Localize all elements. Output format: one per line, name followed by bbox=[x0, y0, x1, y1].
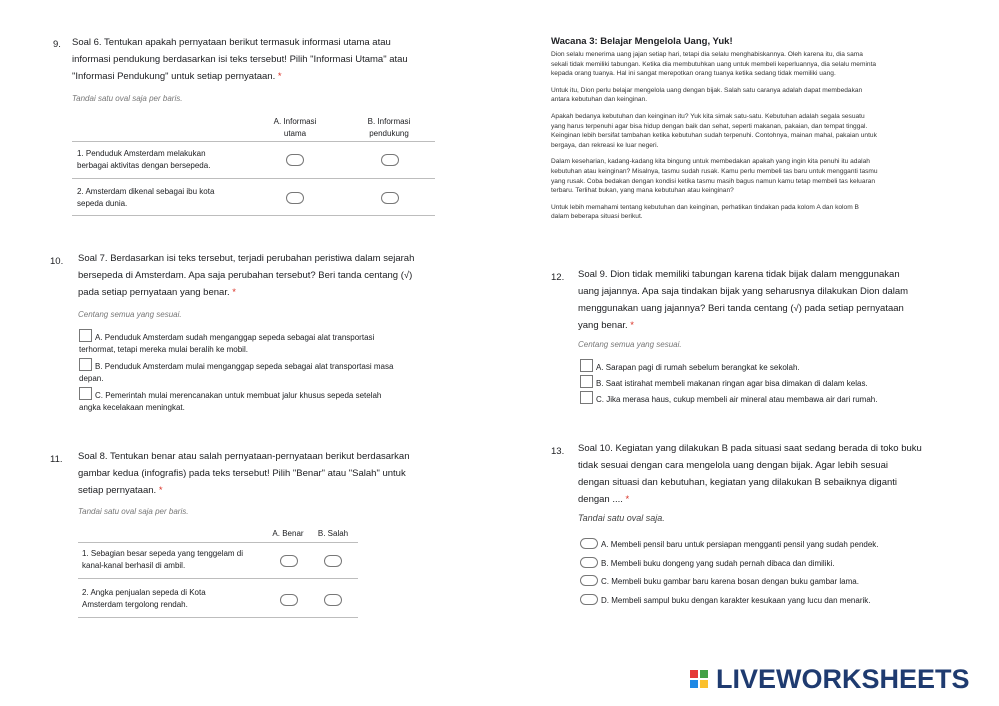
q12-option-a[interactable] bbox=[580, 359, 800, 374]
q13-option-b[interactable] bbox=[580, 557, 834, 570]
liveworksheets-logo-mark bbox=[690, 667, 712, 693]
q12-hint: Centang semua yang sesuai. bbox=[578, 340, 682, 349]
q9-line-2: informasi pendukung berdasarkan isi teks tersebut! Pilih "Informasi Utama" atau bbox=[72, 54, 408, 65]
q10-number: 10. bbox=[50, 256, 64, 267]
q12-option-c-label: C. Jika merasa haus, cukup membeli air mineral atau membawa air dari rumah. bbox=[596, 395, 878, 404]
reading-p4-line3: yang rusak. Coba bedakan dengan kondisi ketika tasmu masih bagus namun kamu tetap membeli tas keluaran bbox=[551, 177, 876, 185]
liveworksheets-logo: LIVEWORKSHEETS bbox=[716, 664, 970, 694]
q11-line-1: Soal 8. Tentukan benar atau salah pernyataan-pernyataan berikut berdasarkan bbox=[78, 451, 410, 462]
reading-p1-line1: Dion selalu menerima uang jajan setiap hari, tetapi dia selalu menghabiskannya. Oleh karena itu, dia sama bbox=[551, 51, 863, 58]
q12-line-3: menggunakan uang jajannya? Beri tanda centang (√) pada setiap pernyataan bbox=[578, 303, 904, 314]
q10-line-1: Soal 7. Berdasarkan isi teks tersebut, terjadi perubahan peristiwa dalam sejarah bbox=[78, 253, 415, 264]
q9-hint: Tandai satu oval saja per baris. bbox=[72, 94, 183, 103]
q11-col-b-header: B. Salah bbox=[317, 529, 349, 538]
q13-option-b-radio[interactable] bbox=[580, 557, 598, 568]
q11-row-1-salah-radio[interactable] bbox=[324, 555, 342, 567]
reading-p1-line2: sekali tidak memiliki tabungan. Ketika dia membutuhkan uang untuk membeli keperluannya, dia selalu meminta bbox=[551, 60, 877, 68]
q9-row-2-line2: sepeda dunia. bbox=[77, 199, 128, 208]
q13-line-1: Soal 10. Kegiatan yang dilakukan B pada situasi saat sedang berada di toko buku bbox=[578, 443, 922, 454]
q10-line-3: pada setiap pernyataan yang benar. bbox=[78, 287, 230, 298]
q12-line-1: Soal 9. Dion tidak memiliki tabungan karena tidak bijak dalam menggunakan bbox=[578, 269, 900, 280]
logo-tile-blue bbox=[690, 680, 698, 688]
reading-p3-line3: Keinginan lebih bersifat tambahan ketika kebutuhan sudah terpenuhi. Contohnya, mainan mahal, pakaian untuk bbox=[551, 132, 877, 140]
reading-passage bbox=[551, 50, 951, 229]
q9-line-3: "Informasi Pendukung" untuk setiap pernyataan. bbox=[72, 71, 276, 82]
q13-question bbox=[578, 440, 968, 508]
q13-option-a[interactable] bbox=[580, 538, 879, 551]
q9-number: 9. bbox=[53, 39, 61, 50]
q9-col-b-line1: B. Informasi bbox=[367, 117, 411, 126]
q12-option-b-label: B. Saat istirahat membeli makanan ringan agar bisa dimakan di dalam kelas. bbox=[596, 379, 868, 388]
required-asterisk: * bbox=[158, 485, 163, 496]
q9-col-a-line2: utama bbox=[283, 129, 307, 138]
logo-tile-green bbox=[700, 670, 708, 678]
reading-paragraph-3 bbox=[551, 112, 951, 150]
reading-p5-line2: dalam beberapa situasi berikut. bbox=[551, 213, 643, 221]
logo-tile-yellow bbox=[700, 680, 708, 688]
reading-paragraph-4 bbox=[551, 157, 951, 195]
reading-paragraph-1 bbox=[551, 50, 951, 79]
reading-p3-line2: yang harus terpenuhi agar bisa hidup dengan baik dan sehat, seperti makanan, pakaian, dan tempat tinggal. bbox=[551, 122, 868, 130]
q12-line-4: yang benar. bbox=[578, 320, 628, 331]
q12-line-2: uang jajannya. Apa saja tindakan bijak yang seharusnya dilakukan Dion dalam bbox=[578, 286, 909, 297]
q10-option-b[interactable] bbox=[79, 358, 439, 385]
q11-row-1-label bbox=[82, 548, 243, 572]
q11-row-2-benar-radio[interactable] bbox=[280, 594, 298, 606]
q10-option-a-checkbox[interactable] bbox=[79, 329, 92, 342]
q10-question bbox=[78, 250, 458, 301]
q11-row-1-benar-radio[interactable] bbox=[280, 555, 298, 567]
q12-number: 12. bbox=[551, 272, 565, 283]
reading-p3-line1: Apakah bedanya kebutuhan dan keinginan itu? Yuk kita simak satu-satu. Kebutuhan adalah segala sesuatu bbox=[551, 112, 865, 120]
reading-p4-line4: terbaru. Terlihat bukan, yang mana kebutuhan atau keinginan? bbox=[551, 187, 734, 195]
q11-col-a-header: A. Benar bbox=[272, 529, 304, 538]
divider bbox=[72, 215, 435, 216]
reading-p4-line1: Dalam keseharian, kadang-kadang kita bingung untuk membedakan apakah yang ingin kita penuhi itu adalah bbox=[551, 158, 870, 166]
q13-option-a-radio[interactable] bbox=[580, 538, 598, 549]
q9-row-2-line1: 2. Amsterdam dikenal sebagai ibu kota bbox=[77, 187, 215, 196]
divider bbox=[72, 141, 435, 142]
required-asterisk: * bbox=[625, 494, 630, 505]
q12-option-a-checkbox[interactable] bbox=[580, 359, 593, 372]
q10-option-c-line2: angka kecelakaan meningkat. bbox=[79, 403, 185, 412]
q13-option-a-label: A. Membeli pensil baru untuk persiapan mengganti pensil yang sudah pendek. bbox=[601, 540, 879, 549]
reading-p2-line1: Untuk itu, Dion perlu belajar mengelola uang dengan bijak. Salah satu caranya adalah dapat membedakan bbox=[551, 86, 863, 94]
reading-p2-line2: antara kebutuhan dan keinginan. bbox=[551, 96, 648, 104]
q13-number: 13. bbox=[551, 446, 565, 457]
q10-line-2: bersepeda di Amsterdam. Apa saja perubahan tersebut? Beri tanda centang (√) bbox=[78, 270, 413, 281]
q10-option-c[interactable] bbox=[79, 387, 439, 414]
q12-option-c[interactable] bbox=[580, 391, 877, 406]
q12-option-c-checkbox[interactable] bbox=[580, 391, 593, 404]
q9-row-1-option-a-radio[interactable] bbox=[286, 154, 304, 166]
q9-row-1-line1: 1. Penduduk Amsterdam melakukan bbox=[77, 149, 206, 158]
divider bbox=[72, 178, 435, 179]
q9-row-2-option-b-radio[interactable] bbox=[381, 192, 399, 204]
divider bbox=[78, 578, 358, 579]
q9-col-b-header bbox=[352, 116, 426, 140]
q9-row-2-option-a-radio[interactable] bbox=[286, 192, 304, 204]
q11-question bbox=[78, 448, 458, 499]
q11-row-2-line2: Amsterdam tergolong rendah. bbox=[82, 600, 188, 609]
q13-line-3: dengan situasi dan kebutuhan, kegiatan yang dilakukan B sebaiknya diganti bbox=[578, 477, 898, 488]
q9-col-a-line1: A. Informasi bbox=[273, 117, 317, 126]
q11-line-3: setiap pernyataan. bbox=[78, 485, 157, 496]
q10-option-c-line1: C. Pemerintah mulai merencanakan untuk membuat jalur khusus sepeda setelah bbox=[95, 391, 382, 400]
reading-p4-line2: kebutuhan atau keinginan? Misalnya, tasmu sudah rusak. Kamu perlu membeli tas baru untuk mengganti tasmu bbox=[551, 167, 878, 175]
q10-option-a[interactable] bbox=[79, 329, 439, 356]
q13-line-4: dengan .... bbox=[578, 494, 626, 505]
q12-option-b-checkbox[interactable] bbox=[580, 375, 593, 388]
required-asterisk: * bbox=[232, 287, 236, 298]
q10-option-a-line1: A. Penduduk Amsterdam sudah menganggap sepeda sebagai alat transportasi bbox=[95, 333, 375, 342]
divider bbox=[78, 542, 358, 543]
q11-hint: Tandai satu oval saja per baris. bbox=[78, 507, 189, 516]
q10-hint: Centang semua yang sesuai. bbox=[78, 310, 182, 319]
q10-option-b-line2: depan. bbox=[79, 374, 104, 383]
q11-row-2-line1: 2. Angka penjualan sepeda di Kota bbox=[82, 588, 206, 597]
q9-col-a-header bbox=[258, 116, 332, 140]
required-asterisk: * bbox=[630, 320, 634, 331]
q11-line-2: gambar kedua (infografis) pada teks tersebut! Pilih "Benar" atau "Salah" untuk bbox=[78, 468, 406, 479]
reading-p3-line4: bergaya, dan rekreasi ke luar negeri. bbox=[551, 141, 659, 149]
q13-option-c-label: C. Membeli buku gambar baru karena bosan dengan buku gambar lama. bbox=[601, 577, 859, 586]
reading-p1-line3: kepada orang tuanya. Hal ini sangat merepotkan orang tuanya ketika sedang tidak memiliki uang. bbox=[551, 70, 836, 78]
q9-line-1: Soal 6. Tentukan apakah pernyataan berikut termasuk informasi utama atau bbox=[72, 37, 391, 48]
reading-title: Wacana 3: Belajar Mengelola Uang, Yuk! bbox=[551, 36, 733, 47]
q11-row-2-salah-radio[interactable] bbox=[324, 594, 342, 606]
logo-tile-red bbox=[690, 670, 698, 678]
q13-option-d[interactable] bbox=[580, 594, 870, 607]
reading-paragraph-2 bbox=[551, 86, 951, 105]
q13-option-c[interactable] bbox=[580, 575, 859, 588]
reading-p5-line1: Untuk lebih memahami tentang kebutuhan dan keinginan, perhatikan tindakan pada kolom A dan kolom B bbox=[551, 203, 859, 211]
divider bbox=[78, 617, 358, 618]
q13-line-2: tidak sesuai dengan cara mengelola uang dengan bijak. Agar lebih sesuai bbox=[578, 460, 889, 471]
q9-row-1-option-b-radio[interactable] bbox=[381, 154, 399, 166]
q10-option-c-checkbox[interactable] bbox=[79, 387, 92, 400]
q12-question bbox=[578, 266, 958, 334]
required-asterisk: * bbox=[277, 71, 282, 82]
reading-paragraph-5 bbox=[551, 203, 951, 222]
q10-option-b-line1: B. Penduduk Amsterdam mulai menganggap sepeda sebagai alat transportasi masa bbox=[95, 362, 394, 371]
q9-question bbox=[72, 34, 452, 85]
q10-option-b-checkbox[interactable] bbox=[79, 358, 92, 371]
q13-option-c-radio[interactable] bbox=[580, 575, 598, 586]
q9-col-b-line2: pendukung bbox=[369, 129, 409, 138]
q9-row-1-line2: berbagai aktivitas dengan bersepeda. bbox=[77, 161, 211, 170]
q13-hint: Tandai satu oval saja. bbox=[578, 513, 665, 523]
q11-row-1-line1: 1. Sebagian besar sepeda yang tenggelam di bbox=[82, 549, 244, 558]
q12-option-a-label: A. Sarapan pagi di rumah sebelum berangkat ke sekolah. bbox=[596, 363, 800, 372]
q12-option-b[interactable] bbox=[580, 375, 868, 390]
q13-option-d-radio[interactable] bbox=[580, 594, 598, 605]
q11-number: 11. bbox=[50, 454, 63, 465]
q11-row-1-line2: kanal-kanal berhasil di ambil. bbox=[82, 561, 186, 570]
q13-option-b-label: B. Membeli buku dongeng yang sudah pernah dibaca dan dimiliki. bbox=[601, 559, 835, 568]
q13-option-d-label: D. Membeli sampul buku dengan karakter kesukaan yang lucu dan menarik. bbox=[601, 596, 871, 605]
q11-row-2-label bbox=[82, 587, 206, 611]
q9-row-1-label bbox=[77, 148, 210, 172]
q9-row-2-label bbox=[77, 186, 214, 210]
q10-option-a-line2: terhormat, tetapi mereka mulai beralih ke mobil. bbox=[79, 345, 248, 354]
